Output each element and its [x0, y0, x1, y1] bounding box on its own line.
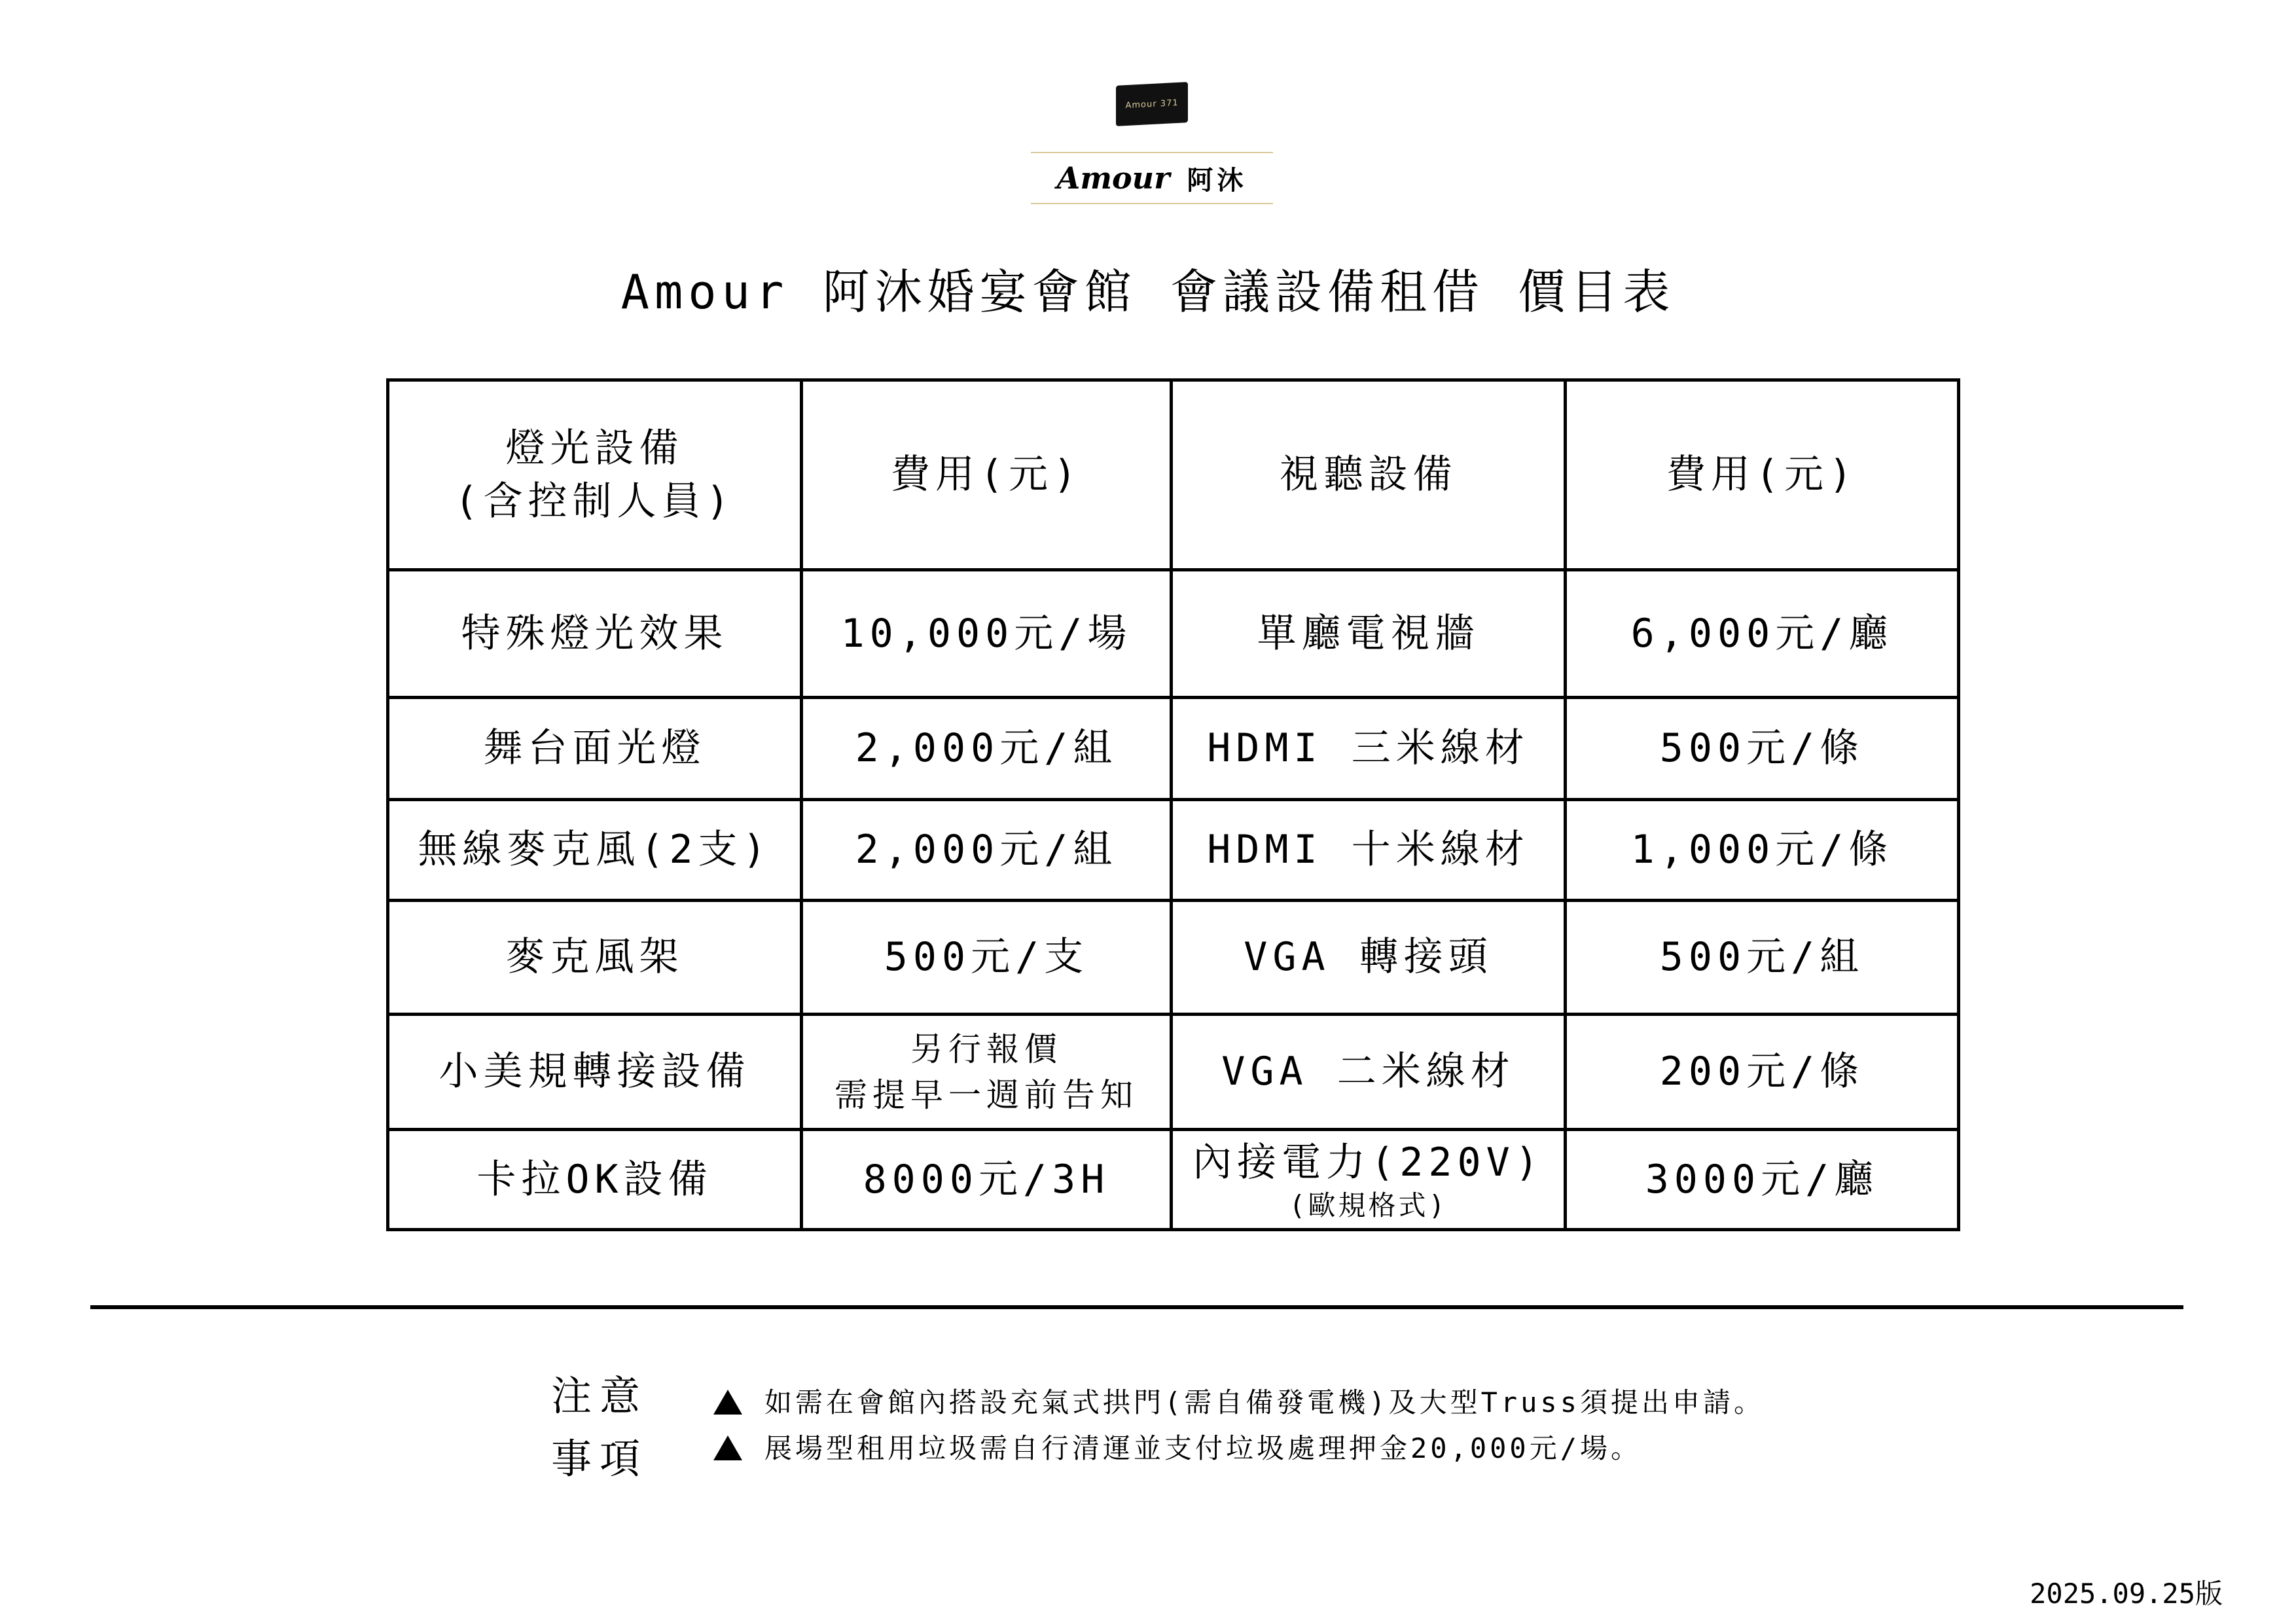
- lighting-fee: 2,000元/組: [802, 698, 1172, 800]
- table-row: [388, 1130, 1959, 1230]
- triangle-bullet-icon: [713, 1435, 742, 1460]
- av-item: 單廳電視牆: [1172, 570, 1566, 698]
- lighting-fee: 500元/支: [802, 901, 1172, 1015]
- logo-badge-text: Amour 371: [1125, 98, 1179, 111]
- av-item: [1172, 1130, 1566, 1230]
- lighting-fee-line2: 需提早一週前告知: [834, 1075, 1138, 1114]
- note-item: [713, 1426, 1765, 1471]
- header-fee-lighting: 費用(元): [802, 380, 1172, 570]
- lighting-item: 麥克風架: [388, 901, 802, 1015]
- wordmark-latin: Amour: [1056, 160, 1170, 196]
- triangle-bullet-icon: [713, 1390, 742, 1415]
- lighting-item: 卡拉OK設備: [388, 1130, 802, 1230]
- lighting-fee: 2,000元/組: [802, 800, 1172, 901]
- section-divider: [90, 1305, 2183, 1309]
- lighting-item: 小美規轉接設備: [388, 1015, 802, 1130]
- notes-label-line2: 事項: [551, 1435, 649, 1483]
- table-row: [388, 570, 1959, 698]
- header-av: 視聽設備: [1172, 380, 1566, 570]
- table-header-row: [388, 380, 1959, 570]
- lighting-fee: [802, 1015, 1172, 1130]
- lighting-fee-line1: 另行報價: [910, 1030, 1062, 1068]
- header-lighting-line2: (含控制人員): [454, 478, 735, 524]
- av-fee: 1,000元/條: [1566, 800, 1959, 901]
- note-text: 展場型租用垃圾需自行清運並支付垃圾處理押金20,000元/場。: [764, 1432, 1642, 1464]
- av-fee: 500元/條: [1566, 698, 1959, 800]
- header-lighting: [388, 380, 802, 570]
- note-text: 如需在會館內搭設充氣式拱門(需自備發電機)及大型Truss須提出申請。: [764, 1386, 1765, 1418]
- lighting-item: 舞台面光燈: [388, 698, 802, 800]
- table-row: [388, 901, 1959, 1015]
- av-item: HDMI 十米線材: [1172, 800, 1566, 901]
- header-fee-av: 費用(元): [1566, 380, 1959, 570]
- table-row: [388, 698, 1959, 800]
- av-fee: 3000元/廳: [1566, 1130, 1959, 1230]
- lighting-fee: 10,000元/場: [802, 570, 1172, 698]
- av-item-main: 內接電力(220V): [1193, 1140, 1544, 1186]
- lighting-item: 特殊燈光效果: [388, 570, 802, 698]
- notes-list: [713, 1380, 1765, 1471]
- note-item: [713, 1380, 1765, 1426]
- av-fee: 500元/組: [1566, 901, 1959, 1015]
- av-item-sub: (歐規格式): [1289, 1189, 1448, 1222]
- notes-label: [551, 1365, 648, 1490]
- lighting-fee: 8000元/3H: [802, 1130, 1172, 1230]
- wordmark-cjk: 阿沐: [1187, 165, 1247, 196]
- logo-badge: [1116, 82, 1188, 126]
- table-row: [388, 800, 1959, 901]
- av-item: VGA 轉接頭: [1172, 901, 1566, 1015]
- brand-wordmark: [1031, 152, 1273, 204]
- av-fee: 200元/條: [1566, 1015, 1959, 1130]
- av-item: HDMI 三米線材: [1172, 698, 1566, 800]
- notes-label-line1: 注意: [551, 1372, 649, 1420]
- av-fee: 6,000元/廳: [1566, 570, 1959, 698]
- price-table: [386, 378, 1960, 1231]
- table-row: [388, 1015, 1959, 1130]
- av-item: VGA 二米線材: [1172, 1015, 1566, 1130]
- version-label: 2025.09.25版: [2030, 1578, 2223, 1610]
- header-lighting-line1: 燈光設備: [505, 425, 684, 471]
- page-title: Amour 阿沐婚宴會館 會議設備租借 價目表: [620, 264, 1676, 319]
- lighting-item: 無線麥克風(2支): [388, 800, 802, 901]
